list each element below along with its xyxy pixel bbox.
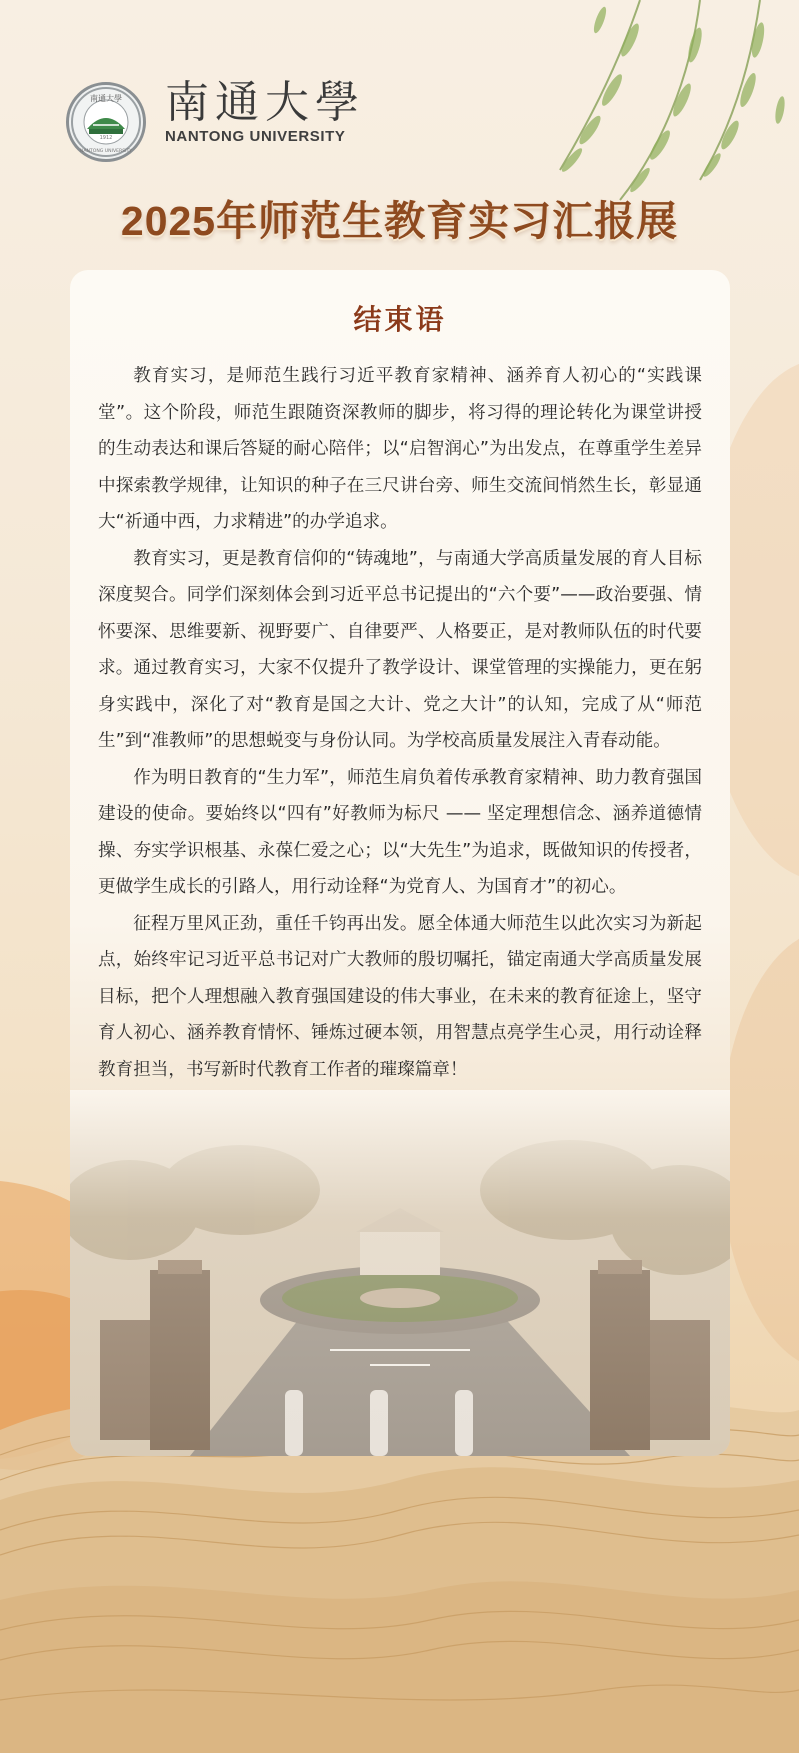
paragraph: 教育实习，是师范生践行习近平教育家精神、涵养育人初心的“实践课堂”。这个阶段，师范生跟随资深教师的脚步，将习得的理论转化为课堂讲授的生动表达和课后答疑的耐心陪伴；以“启智润心”为出发点，在尊重学生差异中探索教学规律，让知识的种子在三尺讲台旁、师生交流间悄然生长，彰显通大“祈通中西，力求精进”的办学追求。: [98, 366, 702, 532]
closing-remarks-text: [98, 358, 702, 1088]
section-heading: 结束语: [353, 303, 447, 336]
campus-gate-photo: [70, 1090, 730, 1456]
content-panel: [70, 270, 730, 1456]
paragraph: 作为明日教育的“生力军”，师范生肩负着传承教育家精神、助力教育强国建设的使命。要始终以“四有”好教师为标尺 —— 坚定理想信念、涵养道德情操、夯实学识根基、永葆仁爱之心；以“大先生”为追求，既做知识的传授者，更做学生成长的引路人，用行动诠释“为党育人、为国育才”的初心。: [98, 767, 702, 897]
svg-text:NANTONG UNIVERSITY: NANTONG UNIVERSITY: [79, 149, 133, 154]
svg-text:南通大學: 南通大學: [90, 94, 122, 103]
svg-text:1912: 1912: [99, 135, 113, 141]
university-name: 南通大學: [165, 77, 365, 128]
paragraph: 教育实习，更是教育信仰的“铸魂地”，与南通大学高质量发展的育人目标深度契合。同学们深刻体会到习近平总书记提出的“六个要”——政治要强、情怀要深、思维要新、视野要广、自律要严、人格要正，是对教师队伍的时代要求。通过教育实习，大家不仅提升了教学设计、课堂管理的实操能力，更在躬身实践中，深化了对“教育是国之大计、党之大计”的认知，完成了从“师范生”到“准教师”的思想蜕变与身份认同。为学校高质量发展注入青春动能。: [98, 548, 702, 751]
page-title: 2025年师范生教育实习汇报展: [120, 198, 679, 244]
university-name-en: NANTONG UNIVERSITY: [165, 128, 346, 145]
header: [0, 0, 799, 260]
paragraph: 征程万里风正劲，重任千钧再出发。愿全体通大师范生以此次实习为新起点，始终牢记习近平总书记对广大教师的殷切嘱托，锚定南通大学高质量发展目标，把个人理想融入教育强国建设的伟大事业，在未来的教育征途上，坚守育人初心、涵养教育情怀、锤炼过硬本领，用智慧点亮学生心灵，用行动诠释教育担当，书写新时代教育工作者的璀璨篇章！: [98, 913, 702, 1080]
university-seal-icon: [66, 82, 146, 162]
